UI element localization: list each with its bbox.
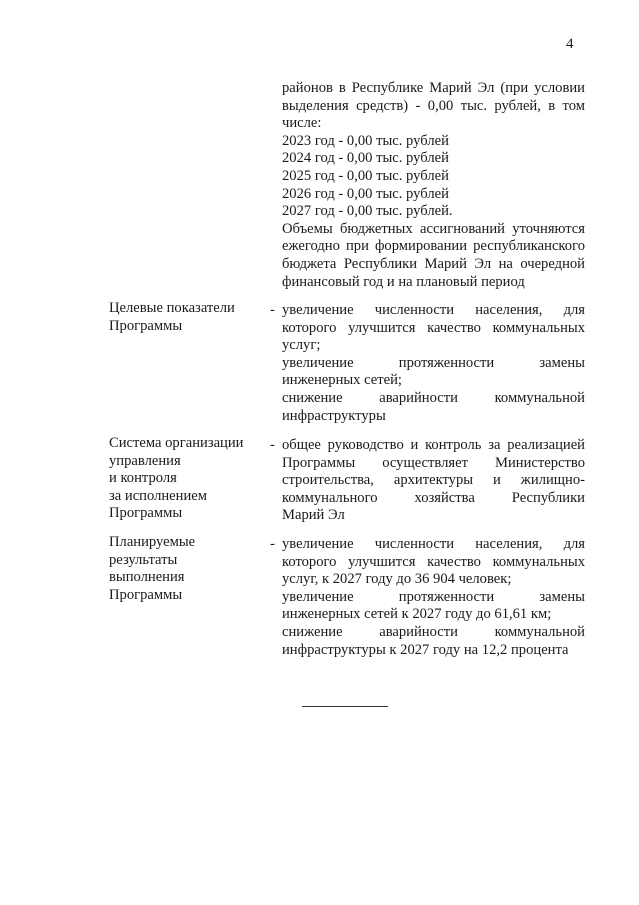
value-line: которого улучшится качество коммунальных <box>282 553 585 570</box>
text-line: бюджета Республики Марий Эл на очередной <box>282 255 585 272</box>
row-dash: - <box>270 437 275 453</box>
value-line: инфраструктуры к 2027 году на 12,2 процента <box>282 641 569 658</box>
text-line: 2025 год - 0,00 тыс. рублей <box>282 167 449 184</box>
value-line: услуг, к 2027 году до 36 904 человек; <box>282 571 512 588</box>
value-line: увеличение численности населения, для <box>282 536 585 552</box>
label-line: и контроля <box>109 470 177 487</box>
value-line: увеличение численности населения, для <box>282 302 585 318</box>
value-line: общее руководство и контроль за реализацией <box>282 437 585 453</box>
text-line: финансовый год и на плановый период <box>282 273 525 290</box>
label-line: Программы <box>109 317 183 334</box>
value-line: Марий Эл <box>282 507 345 524</box>
value-line: инфраструктуры <box>282 407 386 424</box>
row-dash: - <box>270 302 275 318</box>
text-line: Объемы бюджетных ассигнований уточняются <box>282 220 585 237</box>
row-dash: - <box>270 536 275 552</box>
text-line: числе: <box>282 115 322 132</box>
value-line: снижение аварийности коммунальной <box>282 389 585 406</box>
value-line: Программы осуществляет Министерство <box>282 454 585 471</box>
row-label-management <box>109 435 269 523</box>
label-line: управления <box>109 452 181 469</box>
label-line: результаты <box>109 551 178 568</box>
text-line: 2024 год - 0,00 тыс. рублей <box>282 150 449 167</box>
text-line: ежегодно при формировании республиканского <box>282 238 585 255</box>
label-line: Целевые показатели <box>109 300 235 316</box>
row-value-targets <box>282 302 585 425</box>
value-line: строительства, архитектуры и жилищно- <box>282 472 585 489</box>
label-line: Система организации <box>109 435 244 451</box>
text-line: 2023 год - 0,00 тыс. рублей <box>282 132 449 149</box>
funding-continuation <box>282 80 585 291</box>
text-line: районов в Республике Марий Эл (при условии <box>282 80 585 96</box>
value-line: инженерных сетей; <box>282 372 402 389</box>
label-line: за исполнением <box>109 487 207 504</box>
text-line: 2027 год - 0,00 тыс. рублей. <box>282 203 453 220</box>
row-label-targets <box>109 300 269 335</box>
row-value-management <box>282 437 585 525</box>
page-number: 4 <box>566 36 574 52</box>
closing-rule <box>302 706 388 707</box>
value-line: снижение аварийности коммунальной <box>282 623 585 640</box>
text-line: выделения средств) - 0,00 тыс. рублей, в том <box>282 97 585 114</box>
value-line: инженерных сетей к 2027 году до 61,61 км; <box>282 606 552 623</box>
value-line: коммунального хозяйства Республики <box>282 489 585 506</box>
value-line: увеличение протяженности замены <box>282 354 585 371</box>
value-line: услуг; <box>282 337 321 354</box>
value-line: увеличение протяженности замены <box>282 588 585 605</box>
label-line: Программы <box>109 586 183 603</box>
label-line: выполнения <box>109 569 185 586</box>
row-label-results <box>109 534 269 604</box>
text-line: 2026 год - 0,00 тыс. рублей <box>282 185 449 202</box>
row-value-results <box>282 536 585 659</box>
label-line: Программы <box>109 505 183 522</box>
value-line: которого улучшится качество коммунальных <box>282 319 585 336</box>
label-line: Планируемые <box>109 534 196 550</box>
